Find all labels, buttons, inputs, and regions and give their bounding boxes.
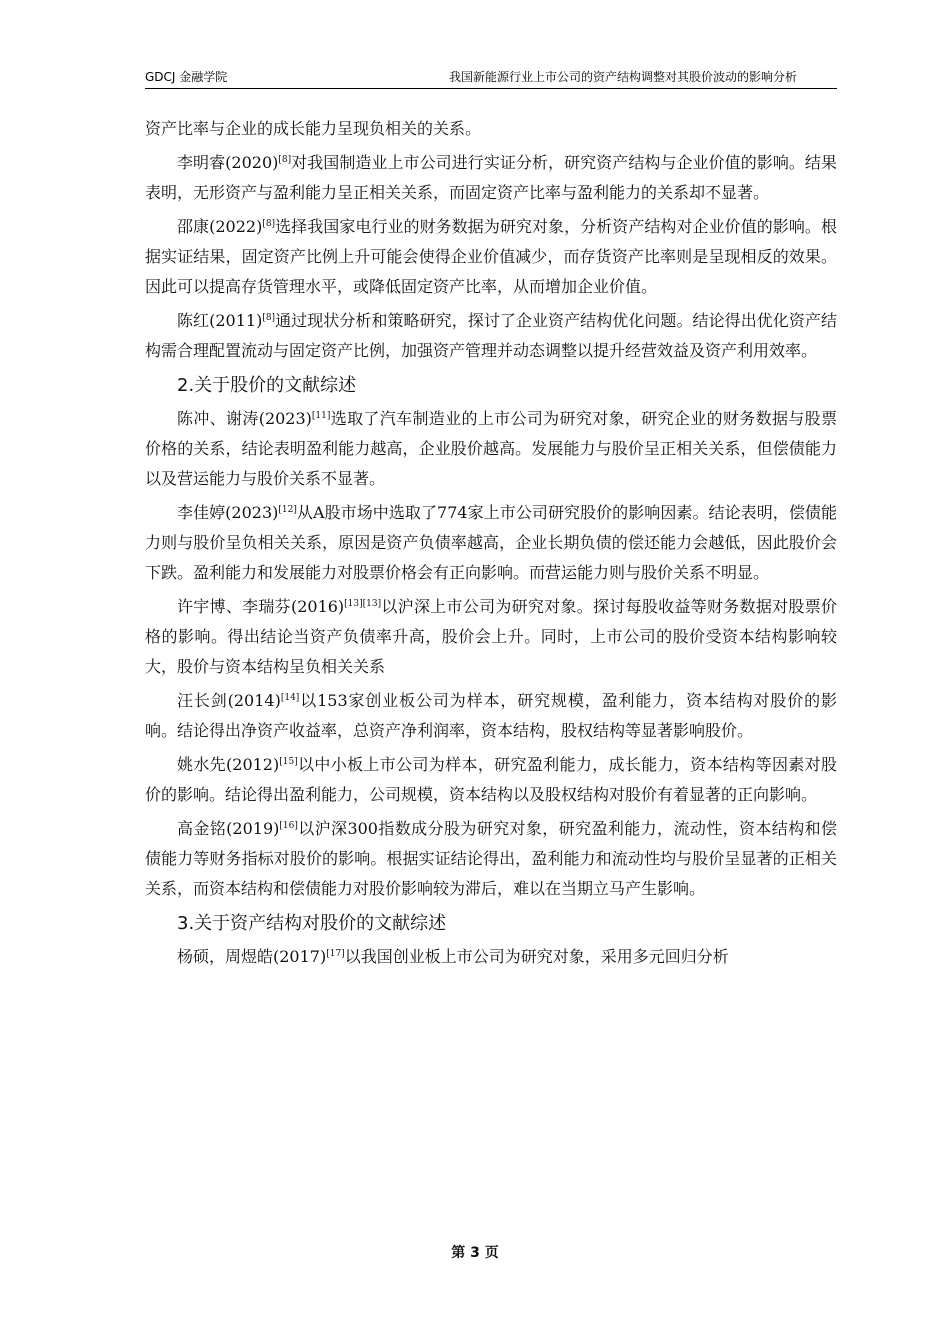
citation-ref: [17]	[326, 949, 345, 959]
paragraph-text: 对我国制造业上市公司进行实证分析，研究资产结构与企业价值的影响。结果表明，无形资产与盈利能力呈正相关关系，而固定资产比率与盈利能力的关系却不显著。	[145, 153, 837, 202]
citation-author: 杨硕，周煜皓(2017)	[177, 947, 327, 966]
citation-author: 姚水先(2012)	[177, 755, 280, 774]
paragraph-text: 以沪深上市公司为研究对象。探讨每股收益等财务数据对股票价格的影响。得出结论当资产负债率升高，股价会上升。同时，上市公司的股价受资本结构影响较大，股价与资本结构呈负相关关系	[145, 597, 837, 676]
page-body	[145, 114, 837, 976]
paragraph	[145, 686, 837, 746]
citation-ref: [8]	[278, 155, 292, 165]
paragraph-text: 以沪深300指数成分股为研究对象，研究盈利能力，流动性，资本结构和偿债能力等财务指标对股价的影响。根据实证结论得出，盈利能力和流动性均与股价呈显著的正相关关系，而资本结构和偿债能力对股价影响较为滞后，难以在当期立马产生影响。	[145, 819, 837, 898]
paragraph-text: 以153家创业板公司为样本，研究规模，盈利能力，资本结构对股价的影响。结论得出净资产收益率，总资产净利润率，资本结构，股权结构等显著影响股价。	[145, 691, 837, 740]
paragraph	[145, 942, 837, 972]
citation-author: 许宇博、李瑞芬(2016)	[177, 597, 345, 616]
paragraph: 资产比率与企业的成长能力呈现负相关的关系。	[145, 119, 482, 138]
citation-ref: [16]	[279, 821, 298, 831]
page-number: 第 3 页	[451, 1245, 499, 1261]
citation-author: 陈红(2011)	[177, 311, 263, 330]
paragraph	[145, 306, 837, 366]
paragraph-text: 选择我国家电行业的财务数据为研究对象，分析资产结构对企业价值的影响。根据实证结果，固定资产比例上升可能会使得企业价值减少，而存货资产比率则是呈现相反的效果。因此可以提高存货管理水平，或降低固定资产比率，从而增加企业价值。	[145, 217, 837, 296]
paragraph-text: 通过现状分析和策略研究，探讨了企业资产结构优化问题。结论得出优化资产结构需合理配置流动与固定资产比例，加强资产管理并动态调整以提升经营效益及资产利用效率。	[145, 311, 837, 360]
paragraph	[145, 814, 837, 904]
paragraph	[145, 404, 837, 494]
citation-author: 邵康(2022)	[177, 217, 263, 236]
paragraph-text: 以我国创业板上市公司为研究对象，采用多元回归分析	[344, 947, 729, 966]
paragraph-text: 以中小板上市公司为样本，研究盈利能力，成长能力，资本结构等因素对股价的影响。结论得出盈利能力，公司规模，资本结构以及股权结构对股价有着显著的正向影响。	[145, 755, 837, 804]
citation-author: 李佳婷(2023)	[177, 503, 279, 522]
citation-ref: [13][13]	[344, 599, 382, 609]
header-title: 我国新能源行业上市公司的资产结构调整对其股价波动的影响分析	[448, 70, 797, 84]
citation-author: 高金铭(2019)	[177, 819, 280, 838]
citation-ref: [14]	[280, 693, 300, 703]
citation-ref: [8]	[262, 219, 276, 229]
citation-ref: [15]	[279, 757, 298, 767]
citation-author: 陈冲、谢涛(2023)	[177, 409, 312, 428]
citation-ref: [8]	[262, 313, 276, 323]
paragraph	[145, 212, 837, 302]
citation-author: 汪长剑(2014)	[177, 691, 281, 710]
paragraph	[145, 592, 837, 682]
running-header	[145, 68, 837, 89]
citation-ref: [11]	[311, 411, 331, 421]
paragraph	[145, 148, 837, 208]
citation-ref: [12]	[278, 505, 297, 515]
paragraph-text: 选取了汽车制造业的上市公司为研究对象，研究企业的财务数据与股票价格的关系，结论表明盈利能力越高，企业股价越高。发展能力与股价呈正相关关系，但偿债能力以及营运能力与股价关系不显著。	[145, 409, 837, 488]
section-heading: 2.关于股价的文献综述	[177, 375, 357, 396]
paragraph	[145, 498, 837, 588]
section-heading: 3.关于资产结构对股价的文献综述	[177, 913, 447, 934]
paragraph	[145, 750, 837, 810]
paragraph-text: 从A股市场中选取了774家上市公司研究股价的影响因素。结论表明，偿债能力则与股价呈负相关关系，原因是资产负债率越高，企业长期负债的偿还能力会越低，因此股价会下跌。盈利能力和发展能力对股票价格会有正向影响。而营运能力则与股价关系不明显。	[145, 503, 837, 582]
header-institution: GDCJ 金融学院	[145, 70, 228, 84]
citation-author: 李明睿(2020)	[177, 153, 279, 172]
